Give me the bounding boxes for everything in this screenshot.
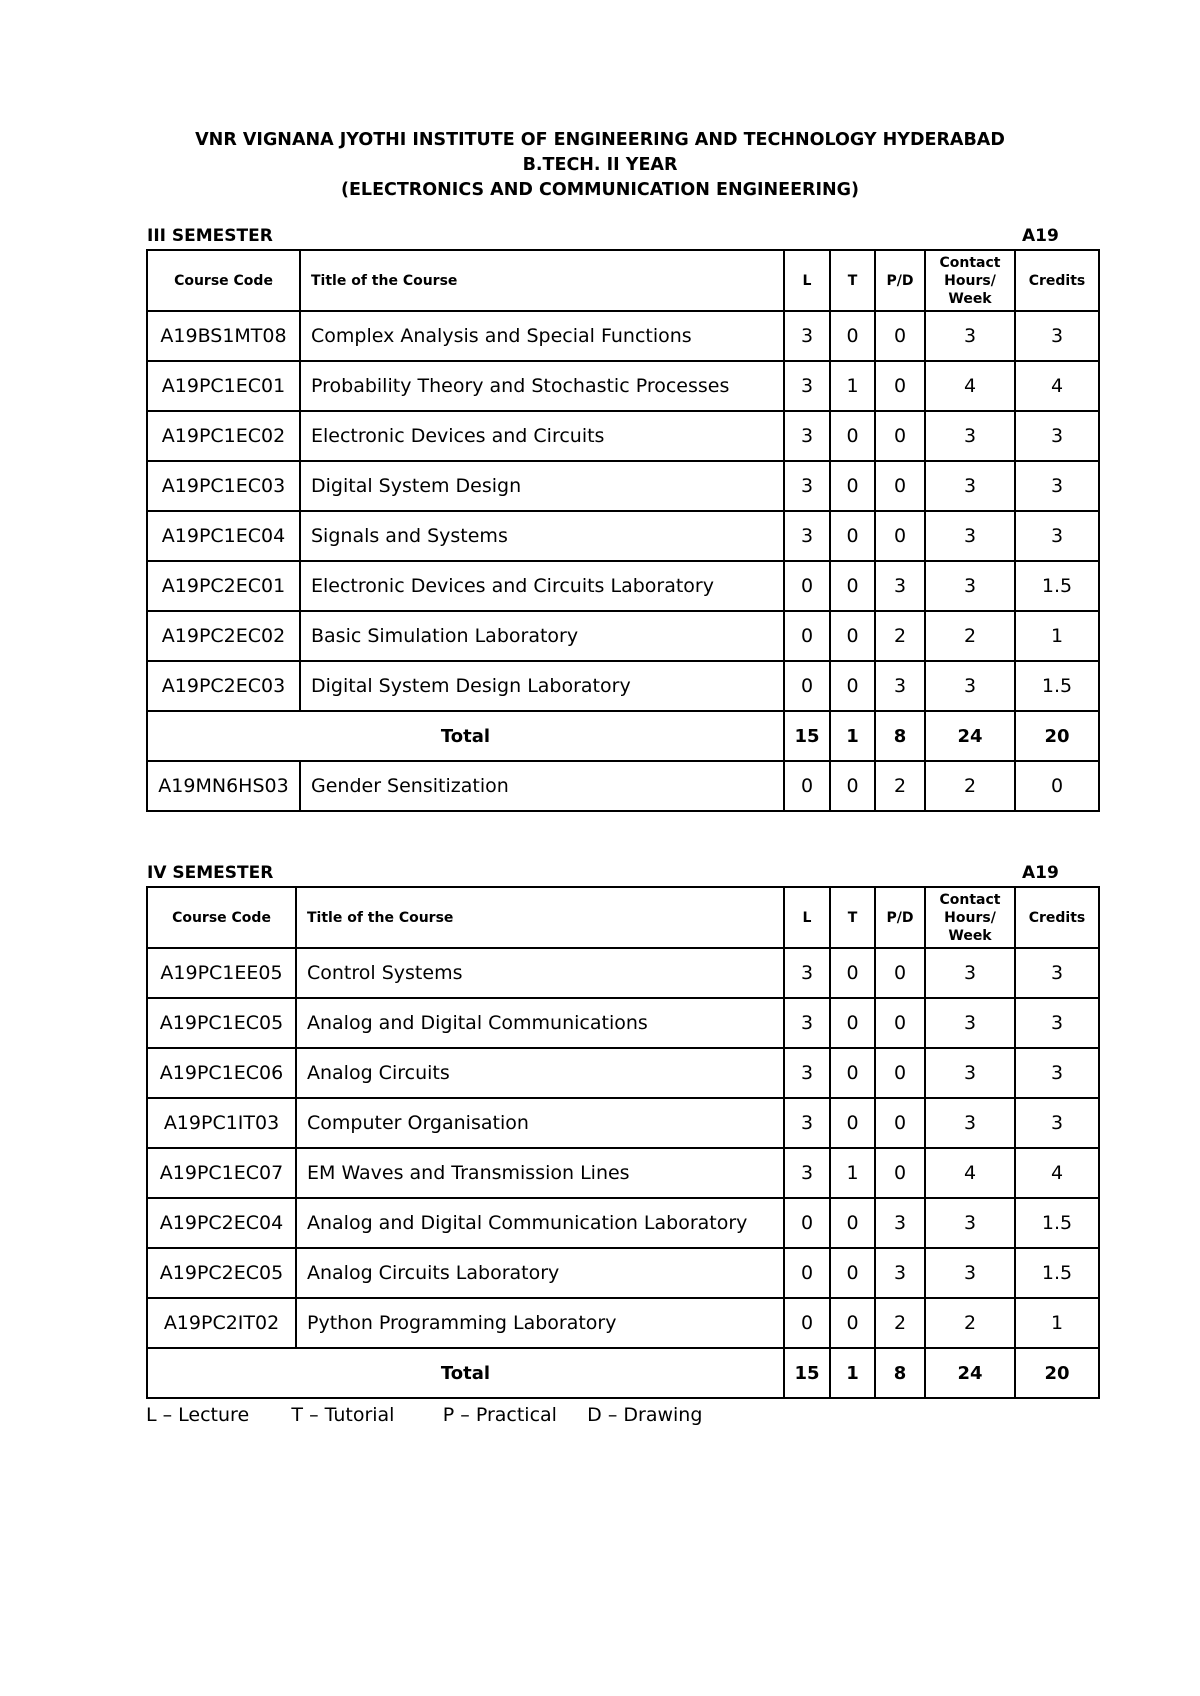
lecture-hours: 0 [784, 661, 830, 711]
semester-3-label: III SEMESTER [147, 226, 273, 246]
contact-hours: 3 [925, 998, 1015, 1048]
tutorial-hours: 0 [830, 1248, 875, 1298]
credits: 3 [1015, 411, 1099, 461]
credits: 3 [1015, 1048, 1099, 1098]
col-credits: Credits [1015, 250, 1099, 311]
course-code: A19PC2EC04 [147, 1198, 296, 1248]
col-contact-hours: Contact Hours/ Week [925, 887, 1015, 948]
table-header-row [147, 887, 1099, 948]
contact-hours: 2 [925, 611, 1015, 661]
lecture-hours: 3 [784, 948, 830, 998]
course-title: Control Systems [296, 948, 784, 998]
abbreviation-legend [146, 1404, 702, 1426]
course-code: A19PC2EC02 [147, 611, 300, 661]
credits: 1.5 [1015, 661, 1099, 711]
document-header [0, 128, 1200, 203]
course-code: A19PC1EC07 [147, 1148, 296, 1198]
course-title: Computer Organisation [296, 1098, 784, 1148]
tutorial-hours: 0 [830, 611, 875, 661]
contact-hours: 3 [925, 1098, 1015, 1148]
tutorial-hours: 1 [830, 361, 875, 411]
course-code: A19PC1EC02 [147, 411, 300, 461]
total-tutorial: 1 [830, 1348, 875, 1398]
tutorial-hours: 0 [830, 461, 875, 511]
practical-hours: 0 [875, 948, 925, 998]
credits: 0 [1015, 761, 1099, 811]
practical-hours: 2 [875, 1298, 925, 1348]
mandatory-course-row [147, 761, 1099, 811]
tutorial-hours: 0 [830, 511, 875, 561]
table-row [147, 948, 1099, 998]
course-code: A19PC1EC04 [147, 511, 300, 561]
course-title: Gender Sensitization [300, 761, 784, 811]
practical-hours: 0 [875, 411, 925, 461]
contact-hours: 3 [925, 1248, 1015, 1298]
course-title: Analog and Digital Communication Laboratory [296, 1198, 784, 1248]
tutorial-hours: 0 [830, 1048, 875, 1098]
total-practical: 8 [875, 711, 925, 761]
lecture-hours: 3 [784, 361, 830, 411]
tutorial-hours: 0 [830, 1198, 875, 1248]
credits: 3 [1015, 311, 1099, 361]
course-title: Analog Circuits [296, 1048, 784, 1098]
total-label: Total [147, 1348, 784, 1398]
course-code: A19BS1MT08 [147, 311, 300, 361]
col-pd: P/D [875, 887, 925, 948]
institute-name: VNR VIGNANA JYOTHI INSTITUTE OF ENGINEERING AND TECHNOLOGY HYDERABAD [195, 130, 1005, 150]
col-credits: Credits [1015, 887, 1099, 948]
semester-3-table [146, 249, 1100, 812]
table-row [147, 411, 1099, 461]
table-row [147, 461, 1099, 511]
tutorial-hours: 0 [830, 661, 875, 711]
total-contact: 24 [925, 711, 1015, 761]
col-contact-hours: Contact Hours/ Week [925, 250, 1015, 311]
contact-hours: 3 [925, 661, 1015, 711]
legend-lecture: L – Lecture [146, 1404, 250, 1426]
practical-hours: 0 [875, 361, 925, 411]
practical-hours: 2 [875, 761, 925, 811]
practical-hours: 0 [875, 311, 925, 361]
course-code: A19MN6HS03 [147, 761, 300, 811]
lecture-hours: 0 [784, 611, 830, 661]
course-code: A19PC2EC03 [147, 661, 300, 711]
credits: 1 [1015, 1298, 1099, 1348]
table-row [147, 561, 1099, 611]
course-title: Electronic Devices and Circuits Laboratory [300, 561, 784, 611]
total-row [147, 1348, 1099, 1398]
program-name: B.TECH. II YEAR [522, 155, 678, 175]
table-row [147, 1048, 1099, 1098]
practical-hours: 0 [875, 511, 925, 561]
table-header-row [147, 250, 1099, 311]
total-lecture: 15 [784, 1348, 830, 1398]
credits: 1.5 [1015, 1198, 1099, 1248]
col-l: L [784, 250, 830, 311]
table-row [147, 1298, 1099, 1348]
col-l: L [784, 887, 830, 948]
tutorial-hours: 0 [830, 311, 875, 361]
course-title: Analog Circuits Laboratory [296, 1248, 784, 1298]
lecture-hours: 0 [784, 1198, 830, 1248]
tutorial-hours: 0 [830, 998, 875, 1048]
practical-hours: 0 [875, 1148, 925, 1198]
table-row [147, 1098, 1099, 1148]
table-row [147, 361, 1099, 411]
col-t: T [830, 250, 875, 311]
lecture-hours: 3 [784, 311, 830, 361]
table-row [147, 311, 1099, 361]
contact-hours: 3 [925, 461, 1015, 511]
contact-hours: 3 [925, 411, 1015, 461]
course-title: Electronic Devices and Circuits [300, 411, 784, 461]
lecture-hours: 0 [784, 761, 830, 811]
practical-hours: 3 [875, 561, 925, 611]
course-title: Basic Simulation Laboratory [300, 611, 784, 661]
practical-hours: 0 [875, 998, 925, 1048]
practical-hours: 3 [875, 1198, 925, 1248]
credits: 3 [1015, 461, 1099, 511]
semester-4-table [146, 886, 1100, 1399]
semester-4-regulation: A19 [1022, 863, 1059, 883]
lecture-hours: 3 [784, 411, 830, 461]
contact-hours: 3 [925, 948, 1015, 998]
table-row [147, 511, 1099, 561]
lecture-hours: 0 [784, 1298, 830, 1348]
credits: 3 [1015, 998, 1099, 1048]
practical-hours: 0 [875, 1098, 925, 1148]
tutorial-hours: 0 [830, 1298, 875, 1348]
total-label: Total [147, 711, 784, 761]
col-t: T [830, 887, 875, 948]
credits: 4 [1015, 1148, 1099, 1198]
course-title: EM Waves and Transmission Lines [296, 1148, 784, 1198]
total-credits: 20 [1015, 711, 1099, 761]
practical-hours: 0 [875, 461, 925, 511]
lecture-hours: 3 [784, 1048, 830, 1098]
credits: 1.5 [1015, 561, 1099, 611]
course-code: A19PC2EC01 [147, 561, 300, 611]
total-row [147, 711, 1099, 761]
semester-3-regulation: A19 [1022, 226, 1059, 246]
contact-hours: 3 [925, 511, 1015, 561]
lecture-hours: 0 [784, 561, 830, 611]
col-pd: P/D [875, 250, 925, 311]
lecture-hours: 3 [784, 511, 830, 561]
practical-hours: 3 [875, 661, 925, 711]
table-row [147, 1148, 1099, 1198]
contact-hours: 2 [925, 1298, 1015, 1348]
course-code: A19PC2IT02 [147, 1298, 296, 1348]
lecture-hours: 3 [784, 1148, 830, 1198]
table-row [147, 998, 1099, 1048]
credits: 4 [1015, 361, 1099, 411]
table-row [147, 611, 1099, 661]
tutorial-hours: 1 [830, 1148, 875, 1198]
total-practical: 8 [875, 1348, 925, 1398]
course-title: Python Programming Laboratory [296, 1298, 784, 1348]
tutorial-hours: 0 [830, 761, 875, 811]
table-row [147, 1198, 1099, 1248]
lecture-hours: 3 [784, 1098, 830, 1148]
course-code: A19PC1EC01 [147, 361, 300, 411]
semester-4-label: IV SEMESTER [147, 863, 274, 883]
course-title: Signals and Systems [300, 511, 784, 561]
table-row [147, 1248, 1099, 1298]
practical-hours: 0 [875, 1048, 925, 1098]
contact-hours: 2 [925, 761, 1015, 811]
practical-hours: 2 [875, 611, 925, 661]
credits: 3 [1015, 948, 1099, 998]
col-course-title: Title of the Course [300, 250, 784, 311]
course-code: A19PC1EC06 [147, 1048, 296, 1098]
col-course-title: Title of the Course [296, 887, 784, 948]
tutorial-hours: 0 [830, 561, 875, 611]
contact-hours: 4 [925, 1148, 1015, 1198]
course-code: A19PC1IT03 [147, 1098, 296, 1148]
contact-hours: 3 [925, 1198, 1015, 1248]
course-code: A19PC1EC05 [147, 998, 296, 1048]
total-tutorial: 1 [830, 711, 875, 761]
table-row [147, 661, 1099, 711]
course-title: Probability Theory and Stochastic Processes [300, 361, 784, 411]
tutorial-hours: 0 [830, 948, 875, 998]
practical-hours: 3 [875, 1248, 925, 1298]
course-title: Analog and Digital Communications [296, 998, 784, 1048]
contact-hours: 3 [925, 311, 1015, 361]
credits: 3 [1015, 1098, 1099, 1148]
total-credits: 20 [1015, 1348, 1099, 1398]
branch-name: (ELECTRONICS AND COMMUNICATION ENGINEERING) [340, 180, 860, 200]
credits: 3 [1015, 511, 1099, 561]
contact-hours: 3 [925, 1048, 1015, 1098]
tutorial-hours: 0 [830, 411, 875, 461]
course-title: Complex Analysis and Special Functions [300, 311, 784, 361]
lecture-hours: 3 [784, 461, 830, 511]
tutorial-hours: 0 [830, 1098, 875, 1148]
credits: 1.5 [1015, 1248, 1099, 1298]
course-title: Digital System Design Laboratory [300, 661, 784, 711]
total-lecture: 15 [784, 711, 830, 761]
lecture-hours: 3 [784, 998, 830, 1048]
contact-hours: 4 [925, 361, 1015, 411]
legend-practical: P – Practical [442, 1404, 557, 1426]
legend-drawing: D – Drawing [587, 1404, 703, 1426]
lecture-hours: 0 [784, 1248, 830, 1298]
course-code: A19PC1EE05 [147, 948, 296, 998]
course-code: A19PC1EC03 [147, 461, 300, 511]
total-contact: 24 [925, 1348, 1015, 1398]
col-course-code: Course Code [147, 887, 296, 948]
credits: 1 [1015, 611, 1099, 661]
course-title: Digital System Design [300, 461, 784, 511]
course-code: A19PC2EC05 [147, 1248, 296, 1298]
legend-tutorial: T – Tutorial [291, 1404, 395, 1426]
contact-hours: 3 [925, 561, 1015, 611]
col-course-code: Course Code [147, 250, 300, 311]
